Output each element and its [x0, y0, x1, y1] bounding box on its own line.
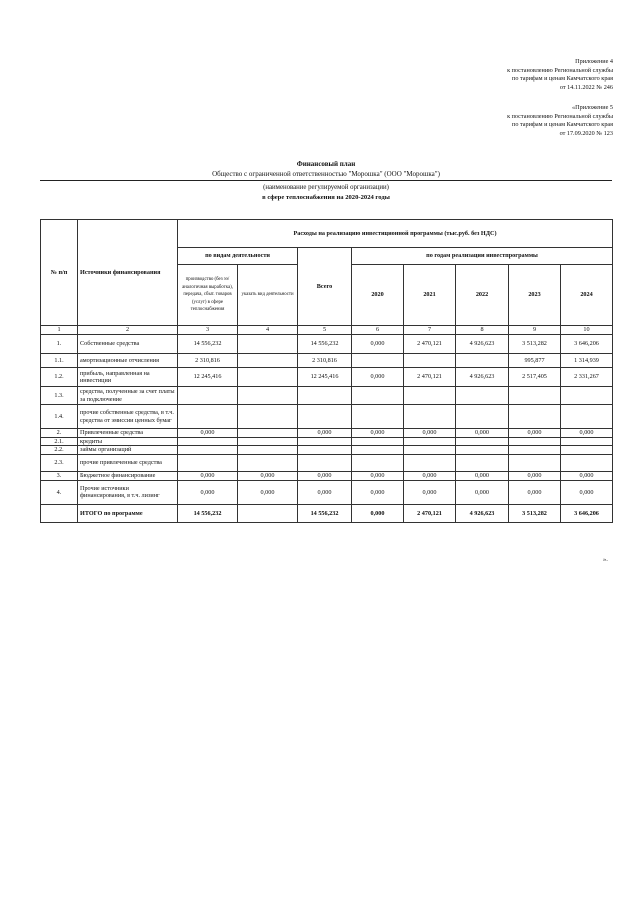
header-source: Источники финансирования [78, 220, 178, 326]
row-value: 2 331,267 [561, 368, 613, 387]
row-value: 0,000 [298, 429, 352, 438]
row-value: 4 926,623 [456, 368, 509, 387]
table-row [41, 454, 613, 471]
row-value [238, 354, 298, 368]
row-value [238, 504, 298, 522]
row-value [404, 454, 456, 471]
row-value: 0,000 [456, 471, 509, 480]
table-row [41, 354, 613, 368]
row-value [352, 438, 404, 446]
row-value: 0,000 [456, 429, 509, 438]
table-row [41, 438, 613, 446]
appendix-line: к постановлению Региональной службы [507, 66, 613, 74]
column-index-row [41, 326, 613, 335]
row-value: 2 517,405 [509, 368, 561, 387]
row-value: 2 470,121 [404, 368, 456, 387]
row-value: 0,000 [561, 471, 613, 480]
row-value: 14 556,232 [298, 504, 352, 522]
row-value [178, 454, 238, 471]
row-value: 0,000 [561, 429, 613, 438]
row-value: 3 646,206 [561, 335, 613, 354]
col-index: 1 [41, 326, 78, 335]
row-value: 3 646,206 [561, 504, 613, 522]
row-value [178, 446, 238, 454]
row-source: Бюджетное финансирование [78, 471, 178, 480]
row-source: кредиты [78, 438, 178, 446]
row-number: 2.2. [41, 446, 78, 454]
row-value [404, 387, 456, 405]
col-index: 10 [561, 326, 613, 335]
appendix-line: к постановлению Региональной службы [507, 112, 613, 120]
row-value: 0,000 [509, 480, 561, 504]
row-value [404, 354, 456, 368]
row-value: 0,000 [238, 471, 298, 480]
row-value [509, 387, 561, 405]
header-row-1 [41, 220, 613, 248]
row-value [238, 335, 298, 354]
appendix-line: «Приложение 5 [572, 104, 613, 111]
header-year-2021: 2021 [404, 265, 456, 326]
row-number: 3. [41, 471, 78, 480]
row-value [456, 354, 509, 368]
appendix-line: Приложение 4 [575, 58, 613, 65]
row-value: 0,000 [178, 471, 238, 480]
row-value [178, 438, 238, 446]
row-source: Прочие источники финансирования, в т.ч. лизинг [78, 480, 178, 504]
row-value [352, 387, 404, 405]
row-value: 2 470,121 [404, 504, 456, 522]
row-value: 3 513,282 [509, 335, 561, 354]
row-value: 4 926,623 [456, 504, 509, 522]
row-value [509, 446, 561, 454]
appendix-line: по тарифам и ценам Камчатского края [512, 75, 613, 83]
row-value: 0,000 [352, 335, 404, 354]
row-value: 14 556,232 [178, 335, 238, 354]
col-index: 9 [509, 326, 561, 335]
row-number: 2. [41, 429, 78, 438]
row-value: 1 314,939 [561, 354, 613, 368]
row-value [561, 438, 613, 446]
table-row [41, 446, 613, 454]
row-value: 0,000 [509, 429, 561, 438]
row-value [298, 405, 352, 429]
row-value: 0,000 [404, 471, 456, 480]
row-source: прибыль, направленная на инвестиции [78, 368, 178, 387]
row-value: 0,000 [352, 471, 404, 480]
row-source: прочие собственные средства, в т.ч. средства от эмиссии ценных бумаг [78, 405, 178, 429]
row-value [456, 446, 509, 454]
row-value [178, 405, 238, 429]
row-value [456, 387, 509, 405]
row-number: 4. [41, 480, 78, 504]
row-value [298, 387, 352, 405]
row-source: Собственные средства [78, 335, 178, 354]
col-index: 6 [352, 326, 404, 335]
row-number: 1. [41, 335, 78, 354]
row-value: 2 310,816 [178, 354, 238, 368]
row-value [238, 454, 298, 471]
row-value [238, 368, 298, 387]
header-activity-heat: производство (без ээ/аналогичная выработка), передача, сбыт. товаров (услуг) в сфере теплоснабжения [178, 265, 238, 326]
row-value [178, 387, 238, 405]
table-row [41, 480, 613, 504]
row-number: 1.3. [41, 387, 78, 405]
row-value: 0,000 [509, 471, 561, 480]
appendix-4-note [507, 58, 613, 92]
row-value [352, 454, 404, 471]
organization-name: Общество с ограниченной ответственностью "Морошка" (ООО "Морошка") [212, 170, 440, 178]
row-value [352, 354, 404, 368]
document-title: Финансовый план [296, 160, 356, 168]
row-value [509, 438, 561, 446]
header-year-2024: 2024 [561, 265, 613, 326]
header-group-expenses: Расходы на реализацию инвестиционной программы (тыс.руб. без НДС) [178, 220, 613, 248]
row-source: прочие привлеченные средства [78, 454, 178, 471]
closing-quote-mark: ». [603, 556, 608, 563]
row-source: средства, полученные за счет платы за подключение [78, 387, 178, 405]
col-index: 7 [404, 326, 456, 335]
table-row [41, 335, 613, 354]
row-value: 0,000 [178, 429, 238, 438]
row-source: амортизационные отчисления [78, 354, 178, 368]
row-value: 14 556,232 [178, 504, 238, 522]
row-value [238, 438, 298, 446]
row-value [238, 387, 298, 405]
row-value: 4 926,623 [456, 335, 509, 354]
row-value: 0,000 [178, 480, 238, 504]
organization-underline [40, 180, 612, 181]
row-value [238, 405, 298, 429]
row-source: займы организаций [78, 446, 178, 454]
appendix-5-note [507, 104, 613, 138]
appendix-line: от 17.09.2020 № 123 [559, 129, 613, 137]
row-source: ИТОГО по программе [78, 504, 178, 522]
row-source: Привлеченные средства [78, 429, 178, 438]
row-value: 0,000 [456, 480, 509, 504]
row-value: 0,000 [298, 471, 352, 480]
row-number: 2.1. [41, 438, 78, 446]
row-value: 2 470,121 [404, 335, 456, 354]
header-year-2023: 2023 [509, 265, 561, 326]
col-index: 4 [238, 326, 298, 335]
row-value: 0,000 [352, 504, 404, 522]
financial-plan-table [40, 219, 613, 523]
row-value [298, 454, 352, 471]
header-num: № п/п [41, 220, 78, 326]
table-row [41, 405, 613, 429]
row-value: 0,000 [352, 429, 404, 438]
header-year-2020: 2020 [352, 265, 404, 326]
row-value: 995,877 [509, 354, 561, 368]
row-value [298, 446, 352, 454]
row-value: 3 513,282 [509, 504, 561, 522]
row-value [509, 405, 561, 429]
row-value: 0,000 [404, 429, 456, 438]
row-value [561, 405, 613, 429]
row-value [238, 446, 298, 454]
row-number: 1.4. [41, 405, 78, 429]
row-number: 1.2. [41, 368, 78, 387]
header-activity-other: указать вид деятельности [238, 265, 298, 326]
header-year-2022: 2022 [456, 265, 509, 326]
row-value [509, 454, 561, 471]
row-value: 0,000 [352, 368, 404, 387]
row-value: 0,000 [238, 480, 298, 504]
header-by-years: по годам реализации инвестпрограммы [352, 248, 613, 265]
row-value [404, 446, 456, 454]
total-row [41, 504, 613, 522]
table-row [41, 429, 613, 438]
row-value [352, 405, 404, 429]
appendix-line: по тарифам и ценам Камчатского края [512, 121, 613, 129]
row-number: 2.3. [41, 454, 78, 471]
row-value: 0,000 [352, 480, 404, 504]
row-value: 0,000 [298, 480, 352, 504]
row-value [456, 405, 509, 429]
row-value: 2 310,816 [298, 354, 352, 368]
row-number [41, 504, 78, 522]
row-value: 12 245,416 [298, 368, 352, 387]
header-total: Всего [298, 248, 352, 326]
row-value [404, 438, 456, 446]
col-index: 2 [78, 326, 178, 335]
row-value: 0,000 [561, 480, 613, 504]
row-value [456, 438, 509, 446]
row-value [561, 387, 613, 405]
col-index: 5 [298, 326, 352, 335]
appendix-line: от 14.11.2022 № 246 [559, 83, 613, 91]
table-row [41, 387, 613, 405]
row-value [238, 429, 298, 438]
row-value [404, 405, 456, 429]
table-row [41, 471, 613, 480]
row-value [456, 454, 509, 471]
row-value: 12 245,416 [178, 368, 238, 387]
row-number: 1.1. [41, 354, 78, 368]
row-value [352, 446, 404, 454]
row-value: 0,000 [404, 480, 456, 504]
row-value [298, 438, 352, 446]
col-index: 8 [456, 326, 509, 335]
table-row [41, 368, 613, 387]
document-subtitle: в сфере теплоснабжения на 2020-2024 годы [262, 194, 390, 201]
row-value [561, 446, 613, 454]
col-index: 3 [178, 326, 238, 335]
organization-caption: (наименование регулируемой организации) [263, 184, 389, 191]
header-by-activity: по видам деятельности [178, 248, 298, 265]
row-value: 14 556,232 [298, 335, 352, 354]
row-value [561, 454, 613, 471]
